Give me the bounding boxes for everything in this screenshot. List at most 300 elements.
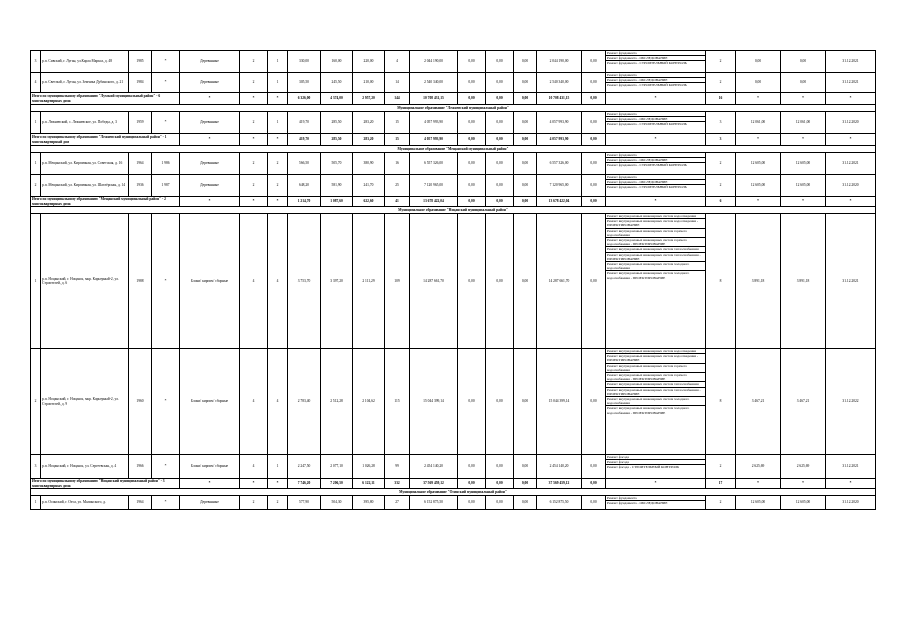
cell-c4: 0,00 <box>514 175 537 197</box>
total-cell-s1: 7 746,20 <box>288 479 321 489</box>
cell-ent: 1 <box>268 455 288 479</box>
total-cell-c5: 37 569 459,12 <box>537 479 582 489</box>
cell-year: 1988 <box>129 214 152 349</box>
document-page <box>30 50 875 510</box>
section-title: Муниципальное образование "Осинский муниципальный район" <box>31 489 876 496</box>
cell-c2: 0,00 <box>458 214 486 349</box>
cell-c4: 0,00 <box>514 73 537 93</box>
cell-u1: 12 605,00 <box>736 496 781 510</box>
cell-s3: 220,00 <box>353 51 385 73</box>
cell-addr: р.п. Ноцанский, г. Ноцанск, ул. Сергеевская, д. 4 <box>41 455 129 479</box>
work-item: Ремонт фундамента - ОБСЛЕДОВАНИЕ <box>606 78 705 83</box>
cell-s2: 581,90 <box>321 175 353 197</box>
cell-cnt: 2 <box>706 153 736 175</box>
cell-floors: 4 <box>240 214 268 349</box>
total-row <box>31 479 876 489</box>
cell-s1: 3 753,70 <box>288 214 321 349</box>
cell-ent: 2 <box>268 496 288 510</box>
cell-date: 31.12.2022 <box>826 349 876 455</box>
work-item: Ремонт внутридомовых инженерных систем теплоснабжения - ПРОЕКТИРОВАНИЕ <box>606 253 705 262</box>
section-title: Муниципальное образование "Мещанский муниципальный район" <box>31 146 876 153</box>
cell-s2: 3 397,20 <box>321 214 353 349</box>
cell-c2: 0,00 <box>458 455 486 479</box>
total-cell-c: * <box>268 93 288 105</box>
cell-mat: Блоки/ кирпич/ сборные <box>180 349 240 455</box>
cell-c3: 0,00 <box>486 51 514 73</box>
cell-year: 1966 <box>129 455 152 479</box>
table-row <box>31 73 876 93</box>
works-list <box>606 73 706 93</box>
cell-res: 109 <box>385 214 410 349</box>
cell-c3: 0,00 <box>486 455 514 479</box>
total-cell-res: 41 <box>385 197 410 207</box>
total-cell-s3: 2 957,20 <box>353 93 385 105</box>
cell-c4: 0,00 <box>514 349 537 455</box>
cell-year: 1964 <box>129 496 152 510</box>
total-cell-date: * <box>826 93 876 105</box>
section-header-row <box>31 105 876 112</box>
cell-u1: 0,00 <box>736 51 781 73</box>
cell-year: 1936 <box>129 175 152 197</box>
cell-mat: Деревянные <box>180 51 240 73</box>
total-cell-w: * <box>606 93 706 105</box>
cell-date: 31.12.2021 <box>826 153 876 175</box>
cell-res: 4 <box>385 51 410 73</box>
cell-c6: 0,00 <box>582 214 606 349</box>
cell-mat: Деревянные <box>180 112 240 134</box>
cell-u2: 3 891,18 <box>781 214 826 349</box>
cell-c4: 0,00 <box>514 214 537 349</box>
cell-s3: 241,70 <box>353 175 385 197</box>
cell-res: 15 <box>385 112 410 134</box>
cell-repair: * <box>152 112 180 134</box>
total-cell-u2: * <box>781 134 826 146</box>
total-row <box>31 93 876 105</box>
total-cell-res: 144 <box>385 93 410 105</box>
cell-floors: 2 <box>240 73 268 93</box>
total-cell-c3: 0,00 <box>486 479 514 489</box>
cell-addr: р.п. Сивский, г. Луган, ул.Карла Маркса, д. 48 <box>41 51 129 73</box>
work-item: Ремонт фундамента - ОБСЛЕДОВАНИЕ <box>606 180 705 185</box>
cell-u1: 2 625,69 <box>736 455 781 479</box>
cell-addr: р.п. Мещанский, ул. Кирпичная, ул. Шахтёрская, д. 14 <box>41 175 129 197</box>
total-cell-c4: 0,00 <box>514 93 537 105</box>
work-item: Ремонт фундамента - СТРОИТЕЛЬНЫЙ КОНТРОЛЬ <box>607 185 687 190</box>
total-cell-s3: 6 122,11 <box>353 479 385 489</box>
total-cell-c1: 10 708 431,15 <box>410 93 458 105</box>
total-cell-c2: 0,00 <box>458 93 486 105</box>
cell-c1: 2 454 140,20 <box>410 455 458 479</box>
cell-c2: 0,00 <box>458 349 486 455</box>
total-cell-c5: 13 678 422,04 <box>537 197 582 207</box>
cell-c6: 0,00 <box>582 112 606 134</box>
cell-c5: 6 152 875,50 <box>537 496 582 510</box>
cell-c6: 0,00 <box>582 349 606 455</box>
total-cell-c2: 0,00 <box>458 479 486 489</box>
cell-date: 31.12.2021 <box>826 51 876 73</box>
cell-cnt: 8 <box>706 349 736 455</box>
total-cell-c4: 0,00 <box>514 134 537 146</box>
work-item: Ремонт внутридомовых инженерных систем горячего водоснабжения - ПРОЕКТИРОВАНИЕ <box>606 238 705 247</box>
cell-c6: 0,00 <box>582 51 606 73</box>
cell-c1: 15 044 399,14 <box>410 349 458 455</box>
cell-ent: 1 <box>268 51 288 73</box>
cell-c4: 0,00 <box>514 455 537 479</box>
cell-c2: 0,00 <box>458 153 486 175</box>
total-cell-s1: 419,70 <box>288 134 321 146</box>
cell-date: 31.12.2021 <box>826 455 876 479</box>
work-item: Ремонт фундамента - СТРОИТЕЛЬНЫЙ КОНТРОЛЬ <box>607 61 687 66</box>
total-cell-b: * <box>240 197 268 207</box>
total-cell-res: 332 <box>385 479 410 489</box>
cell-c3: 0,00 <box>486 175 514 197</box>
cell-addr: р.п. Светлый, г. Луган, ул. Земчика Дубинского, д. 21 <box>41 73 129 93</box>
total-label: Итого по муниципальному образованию "Лухский муниципальный район" - 6 многоквартирных дома <box>31 93 180 105</box>
work-item: Ремонт фасада <box>606 455 705 460</box>
cell-num: 1 <box>31 153 41 175</box>
total-cell-c6: 0,00 <box>582 93 606 105</box>
cell-cnt: 2 <box>706 73 736 93</box>
cell-repair: * <box>152 455 180 479</box>
total-cell-res: 15 <box>385 134 410 146</box>
work-item: Ремонт фундамента - ОБСЛЕДОВАНИЕ <box>607 501 668 506</box>
total-cell-date: * <box>826 134 876 146</box>
total-cell-cnt: 16 <box>706 93 736 105</box>
cell-floors: 4 <box>240 455 268 479</box>
cell-c6: 0,00 <box>582 175 606 197</box>
total-cell-u1: * <box>736 479 781 489</box>
cell-mat: Деревянные <box>180 496 240 510</box>
work-item: Ремонт внутридомовых инженерных систем водоотведения <box>606 349 705 354</box>
cell-c1: 2 044 190,00 <box>410 51 458 73</box>
cell-c2: 0,00 <box>458 175 486 197</box>
cell-floors: 2 <box>240 175 268 197</box>
total-cell-cnt: 3 <box>706 134 736 146</box>
cell-res: 27 <box>385 496 410 510</box>
work-item: Ремонт внутридомовых инженерных систем горячего водоснабжения <box>606 364 705 373</box>
cell-s2: 160,00 <box>321 51 353 73</box>
cell-c5: 14 287 661,70 <box>537 214 582 349</box>
cell-num: 3 <box>31 455 41 479</box>
cell-res: 25 <box>385 175 410 197</box>
cell-u2: 12 605,00 <box>781 153 826 175</box>
cell-cnt: 3 <box>706 112 736 134</box>
cell-mat: Блоки/ кирпич/ сборные <box>180 455 240 479</box>
cell-s2: 2 077,10 <box>321 455 353 479</box>
cell-u1: 12 605,00 <box>736 175 781 197</box>
cell-cnt: 2 <box>706 496 736 510</box>
cell-c3: 0,00 <box>486 112 514 134</box>
cell-s1: 2 247,50 <box>288 455 321 479</box>
total-cell-c4: 0,00 <box>514 197 537 207</box>
cell-ent: 2 <box>268 153 288 175</box>
work-item: Ремонт внутридомовых инженерных систем теплоснабжения - ПРОЕКТИРОВАНИЕ <box>606 388 705 397</box>
total-cell-c6: 0,00 <box>582 479 606 489</box>
cell-mat: Блоки/ кирпич/ сборные <box>180 214 240 349</box>
cell-cnt: 2 <box>706 175 736 197</box>
table-row <box>31 496 876 510</box>
total-cell-c: * <box>268 479 288 489</box>
cell-u1: 0,00 <box>736 73 781 93</box>
cell-res: 14 <box>385 73 410 93</box>
table-row <box>31 214 876 349</box>
cell-c5: 15 044 399,14 <box>537 349 582 455</box>
works-list <box>606 349 706 455</box>
total-cell-c2: 0,00 <box>458 197 486 207</box>
table-row <box>31 112 876 134</box>
work-item: Ремонт внутридомовых инженерных систем горячего водоснабжения - ПРОЕКТИРОВАНИЕ <box>606 373 705 382</box>
cell-s3: 210,00 <box>353 73 385 93</box>
cell-u2: 3 467,21 <box>781 349 826 455</box>
cell-c3: 0,00 <box>486 153 514 175</box>
total-cell-s3: 622,60 <box>353 197 385 207</box>
cell-floors: 2 <box>240 496 268 510</box>
cell-c2: 0,00 <box>458 112 486 134</box>
cell-c1: 6 557 326,00 <box>410 153 458 175</box>
cell-floors: 4 <box>240 349 268 455</box>
cell-num: 4 <box>31 73 41 93</box>
cell-s2: 504,30 <box>321 496 353 510</box>
work-item: Ремонт фундамента - ОБСЛЕДОВАНИЕ <box>606 56 705 61</box>
total-cell-s1: 6 326,00 <box>288 93 321 105</box>
work-item: Ремонт внутридомовых инженерных систем теплоснабжения <box>606 382 705 387</box>
total-label: Итого по муниципальному образованию "Мещанский муниципальный район" - 2 многоквартирных дома <box>31 197 180 207</box>
total-cell-c2: 0,00 <box>458 134 486 146</box>
total-cell-s2: 7 206,50 <box>321 479 353 489</box>
cell-c2: 0,00 <box>458 51 486 73</box>
work-item: Ремонт фундамента <box>606 51 705 56</box>
cell-s3: 2 104,62 <box>353 349 385 455</box>
cell-year: 1960 <box>129 349 152 455</box>
cell-ent: 2 <box>268 175 288 197</box>
cell-date: 31.12.2020 <box>826 175 876 197</box>
cell-c4: 0,00 <box>514 496 537 510</box>
total-cell-u1: * <box>736 197 781 207</box>
total-cell-b: * <box>240 93 268 105</box>
total-cell-c3: 0,00 <box>486 197 514 207</box>
cell-addr: р.п. Мещанский, ул. Кирпичная, ул. Советская, д. 16 <box>41 153 129 175</box>
table-row <box>31 349 876 455</box>
total-cell-date: * <box>826 479 876 489</box>
total-cell-cnt: 17 <box>706 479 736 489</box>
cell-c2: 0,00 <box>458 73 486 93</box>
works-list <box>606 214 706 349</box>
section-title: Муниципальное образование "Ноцанский муниципальный район" <box>31 207 876 214</box>
work-item: Ремонт фундамента - СТРОИТЕЛЬНЫЙ КОНТРОЛЬ <box>607 122 687 127</box>
total-cell-c1: 13 678 422,04 <box>410 197 458 207</box>
work-item: Ремонт фундамента <box>606 73 705 78</box>
work-item: Ремонт внутридомовых инженерных систем теплоснабжения <box>606 247 705 252</box>
section-header-row <box>31 207 876 214</box>
cell-ent: 1 <box>268 73 288 93</box>
cell-s3: 380,90 <box>353 153 385 175</box>
cell-addr: р.п. Ноцанский, г. Ноцанск, мкр. Карьерный-2, ул. Строителей, д. 9 <box>41 349 129 455</box>
cell-s1: 419,70 <box>288 112 321 134</box>
total-cell-w: * <box>606 197 706 207</box>
cell-mat: Деревянные <box>180 175 240 197</box>
work-item: Ремонт фундамента <box>606 175 705 180</box>
cell-s1: 330,00 <box>288 51 321 73</box>
cell-c5: 2 044 190,00 <box>537 51 582 73</box>
cell-c6: 0,00 <box>582 73 606 93</box>
total-label: Итого по муниципальному образованию "Ноцанский муниципальный район" - 3 многоквартирных дома <box>31 479 180 489</box>
cell-s1: 2 783,40 <box>288 349 321 455</box>
cell-repair: * <box>152 349 180 455</box>
total-cell-a: * <box>180 197 240 207</box>
cell-s2: 2 512,28 <box>321 349 353 455</box>
cell-ent: 1 <box>268 112 288 134</box>
cell-mat: Деревянные <box>180 73 240 93</box>
cell-s2: 285,50 <box>321 112 353 134</box>
work-item: Ремонт внутридомовых инженерных систем водоотведения <box>606 214 705 219</box>
cell-repair: * <box>152 496 180 510</box>
work-item: Ремонт фундамента - СТРОИТЕЛЬНЫЙ КОНТРОЛЬ <box>607 83 687 88</box>
cell-floors: 2 <box>240 51 268 73</box>
cell-c5: 2 454 140,20 <box>537 455 582 479</box>
total-cell-c4: 0,00 <box>514 479 537 489</box>
cell-c3: 0,00 <box>486 214 514 349</box>
cell-floors: 2 <box>240 153 268 175</box>
cell-c5: 7 120 965,00 <box>537 175 582 197</box>
total-cell-b: * <box>240 134 268 146</box>
works-list <box>606 175 706 197</box>
total-cell-a: * <box>180 134 240 146</box>
section-header-row <box>31 489 876 496</box>
table-row <box>31 51 876 73</box>
work-item: Ремонт внутридомовых инженерных систем водоотведения - ПРОЕКТИРОВАНИЕ <box>606 219 705 228</box>
cell-s1: 305,50 <box>288 73 321 93</box>
cell-num: 3 <box>31 51 41 73</box>
cell-repair: * <box>152 51 180 73</box>
total-cell-c6: 0,00 <box>582 134 606 146</box>
work-item: Ремонт внутридомовых инженерных систем водоотведения - ПРОЕКТИРОВАНИЕ <box>606 354 705 363</box>
cell-c6: 0,00 <box>582 153 606 175</box>
cell-c3: 0,00 <box>486 496 514 510</box>
works-list <box>606 153 706 175</box>
cell-c2: 0,00 <box>458 496 486 510</box>
total-cell-u2: * <box>781 197 826 207</box>
cell-c1: 2 540 340,00 <box>410 73 458 93</box>
total-cell-c: * <box>268 134 288 146</box>
cell-num: 1 <box>31 496 41 510</box>
total-cell-s2: 1 087,60 <box>321 197 353 207</box>
cell-c3: 0,00 <box>486 349 514 455</box>
cell-c4: 0,00 <box>514 112 537 134</box>
cell-repair: * <box>152 214 180 349</box>
cell-u2: 12 605,00 <box>781 496 826 510</box>
cell-year: 1959 <box>129 112 152 134</box>
total-label: Итого по муниципальному образованию "Лежневский муниципальный район" - 1 многоквартирный дом <box>31 134 180 146</box>
cell-u1: 3 891,18 <box>736 214 781 349</box>
work-item: Ремонт фундамента - ОБСЛЕДОВАНИЕ <box>606 117 705 122</box>
total-cell-s2: 285,50 <box>321 134 353 146</box>
total-cell-s3: 283,20 <box>353 134 385 146</box>
cell-repair: 1 987 <box>152 175 180 197</box>
cell-s3: 283,20 <box>353 112 385 134</box>
cell-repair: * <box>152 73 180 93</box>
total-cell-c1: 4 057 993,90 <box>410 134 458 146</box>
cell-res: 115 <box>385 349 410 455</box>
total-cell-s1: 1 214,70 <box>288 197 321 207</box>
total-row <box>31 134 876 146</box>
total-cell-s2: 4 374,00 <box>321 93 353 105</box>
cell-c5: 4 057 993,90 <box>537 112 582 134</box>
total-cell-u2: * <box>781 479 826 489</box>
table-row <box>31 455 876 479</box>
work-item: Ремонт фундамента <box>606 153 705 158</box>
cell-u2: 0,00 <box>781 51 826 73</box>
total-row <box>31 197 876 207</box>
cell-addr: р.п. Ноцанский, г. Ноцанск, мкр. Карьерный-2, ул. Строителей, д. 6 <box>41 214 129 349</box>
cell-date: 31.12.2020 <box>826 496 876 510</box>
work-item: Ремонт фасада - СТРОИТЕЛЬНЫЙ КОНТРОЛЬ <box>607 465 680 470</box>
total-cell-c5: 4 057 993,90 <box>537 134 582 146</box>
work-item: Ремонт фундамента <box>606 112 705 117</box>
works-list <box>606 51 706 73</box>
cell-s3: 395,80 <box>353 496 385 510</box>
cell-num: 2 <box>31 175 41 197</box>
cell-u2: 12 605,00 <box>781 175 826 197</box>
work-item: Ремонт фундамента - ОБСЛЕДОВАНИЕ <box>606 158 705 163</box>
total-cell-u2: * <box>781 93 826 105</box>
total-cell-c3: 0,00 <box>486 134 514 146</box>
total-cell-u1: * <box>736 134 781 146</box>
cell-s2: 245,50 <box>321 73 353 93</box>
cell-c6: 0,00 <box>582 455 606 479</box>
cell-ent: 4 <box>268 214 288 349</box>
work-item: Ремонт фундамента - СТРОИТЕЛЬНЫЙ КОНТРОЛЬ <box>607 163 687 168</box>
table-body <box>31 51 876 510</box>
cell-cnt: 2 <box>706 51 736 73</box>
cell-year: 1985 <box>129 51 152 73</box>
cell-c1: 4 057 993,90 <box>410 112 458 134</box>
total-cell-w: * <box>606 479 706 489</box>
cell-c1: 6 152 875,50 <box>410 496 458 510</box>
cell-c1: 7 120 965,00 <box>410 175 458 197</box>
cell-s1: 648,20 <box>288 175 321 197</box>
cell-date: 31.12.2021 <box>826 73 876 93</box>
work-item: Ремонт внутридомовых инженерных систем холодного водоснабжения - ПРОЕКТИРОВАНИЕ <box>607 271 690 280</box>
works-list <box>606 496 706 510</box>
cell-num: 2 <box>31 349 41 455</box>
section-header-row <box>31 146 876 153</box>
cell-c6: 0,00 <box>582 496 606 510</box>
cell-u1: 3 467,21 <box>736 349 781 455</box>
cell-c5: 2 540 340,00 <box>537 73 582 93</box>
total-cell-c: * <box>268 197 288 207</box>
cell-date: 31.12.2021 <box>826 214 876 349</box>
work-item: Ремонт внутридомовых инженерных систем горячего водоснабжения <box>606 229 705 238</box>
cell-s3: 2 111,29 <box>353 214 385 349</box>
cell-s1: 566,50 <box>288 153 321 175</box>
table-row <box>31 153 876 175</box>
section-title: Муниципальное образование "Лежневский муниципальный район" <box>31 105 876 112</box>
cell-u1: 12 605,00 <box>736 153 781 175</box>
table-row <box>31 175 876 197</box>
total-cell-cnt: 6 <box>706 197 736 207</box>
works-list <box>606 112 706 134</box>
total-cell-b: * <box>240 479 268 489</box>
total-cell-c5: 10 708 431,15 <box>537 93 582 105</box>
cell-repair: 1 986 <box>152 153 180 175</box>
total-cell-a: * <box>180 479 240 489</box>
cell-s1: 577,90 <box>288 496 321 510</box>
cell-s3: 1 026,28 <box>353 455 385 479</box>
cell-u2: 0,00 <box>781 73 826 93</box>
cell-c4: 0,00 <box>514 153 537 175</box>
cell-cnt: 2 <box>706 455 736 479</box>
cell-mat: Деревянные <box>180 153 240 175</box>
